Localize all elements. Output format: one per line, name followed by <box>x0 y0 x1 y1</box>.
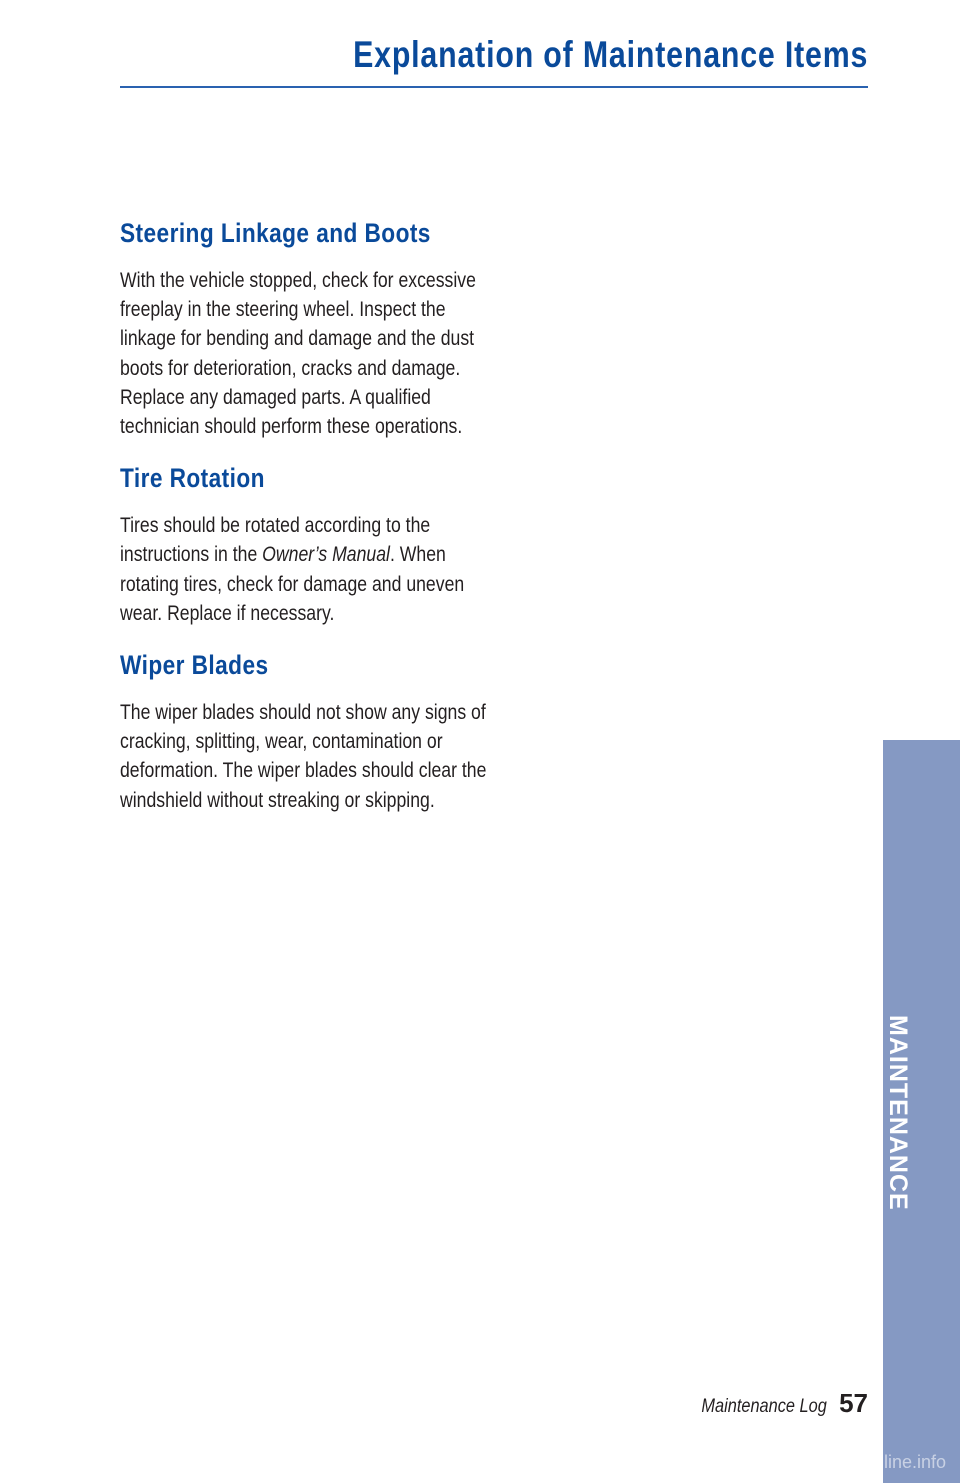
page-title: Explanation of Maintenance Items <box>352 34 868 75</box>
manual-reference: Owner’s Manual <box>262 543 390 567</box>
section-steering-linkage <box>120 214 540 441</box>
section-body <box>120 511 490 628</box>
section-body: With the vehicle stopped, check for excessive freeplay in the steering wheel. Inspect the linkage for bending and damage and the dust boots for deterioration, cracks and damage. Replace any damaged parts. A qualified technician should perform these operations. <box>120 269 476 439</box>
section-heading: Tire Rotation <box>120 463 265 494</box>
page-number: 57 <box>839 1388 868 1418</box>
side-tab-label: MAINTENANCE <box>884 1015 912 1211</box>
body-text: . When rotating tires, check for damage and uneven wear. Replace if necessary. <box>120 543 465 625</box>
section-body: The wiper blades should not show any signs of cracking, splitting, wear, contamination or deformation. The wiper blades should clear the windshield without streaking or skipping. <box>120 701 487 812</box>
section-heading: Wiper Blades <box>120 650 269 681</box>
section-wiper-blades <box>120 646 540 815</box>
main-content <box>120 214 540 833</box>
section-heading: Steering Linkage and Boots <box>120 218 431 248</box>
watermark: carmanualsonline.info <box>770 1452 946 1472</box>
page-footer <box>681 1388 868 1419</box>
title-divider <box>120 86 868 88</box>
section-tire-rotation <box>120 459 540 628</box>
footer-label: Maintenance Log <box>701 1396 828 1417</box>
body-text: Tires should be rotated according to the instructions in the <box>120 514 431 567</box>
